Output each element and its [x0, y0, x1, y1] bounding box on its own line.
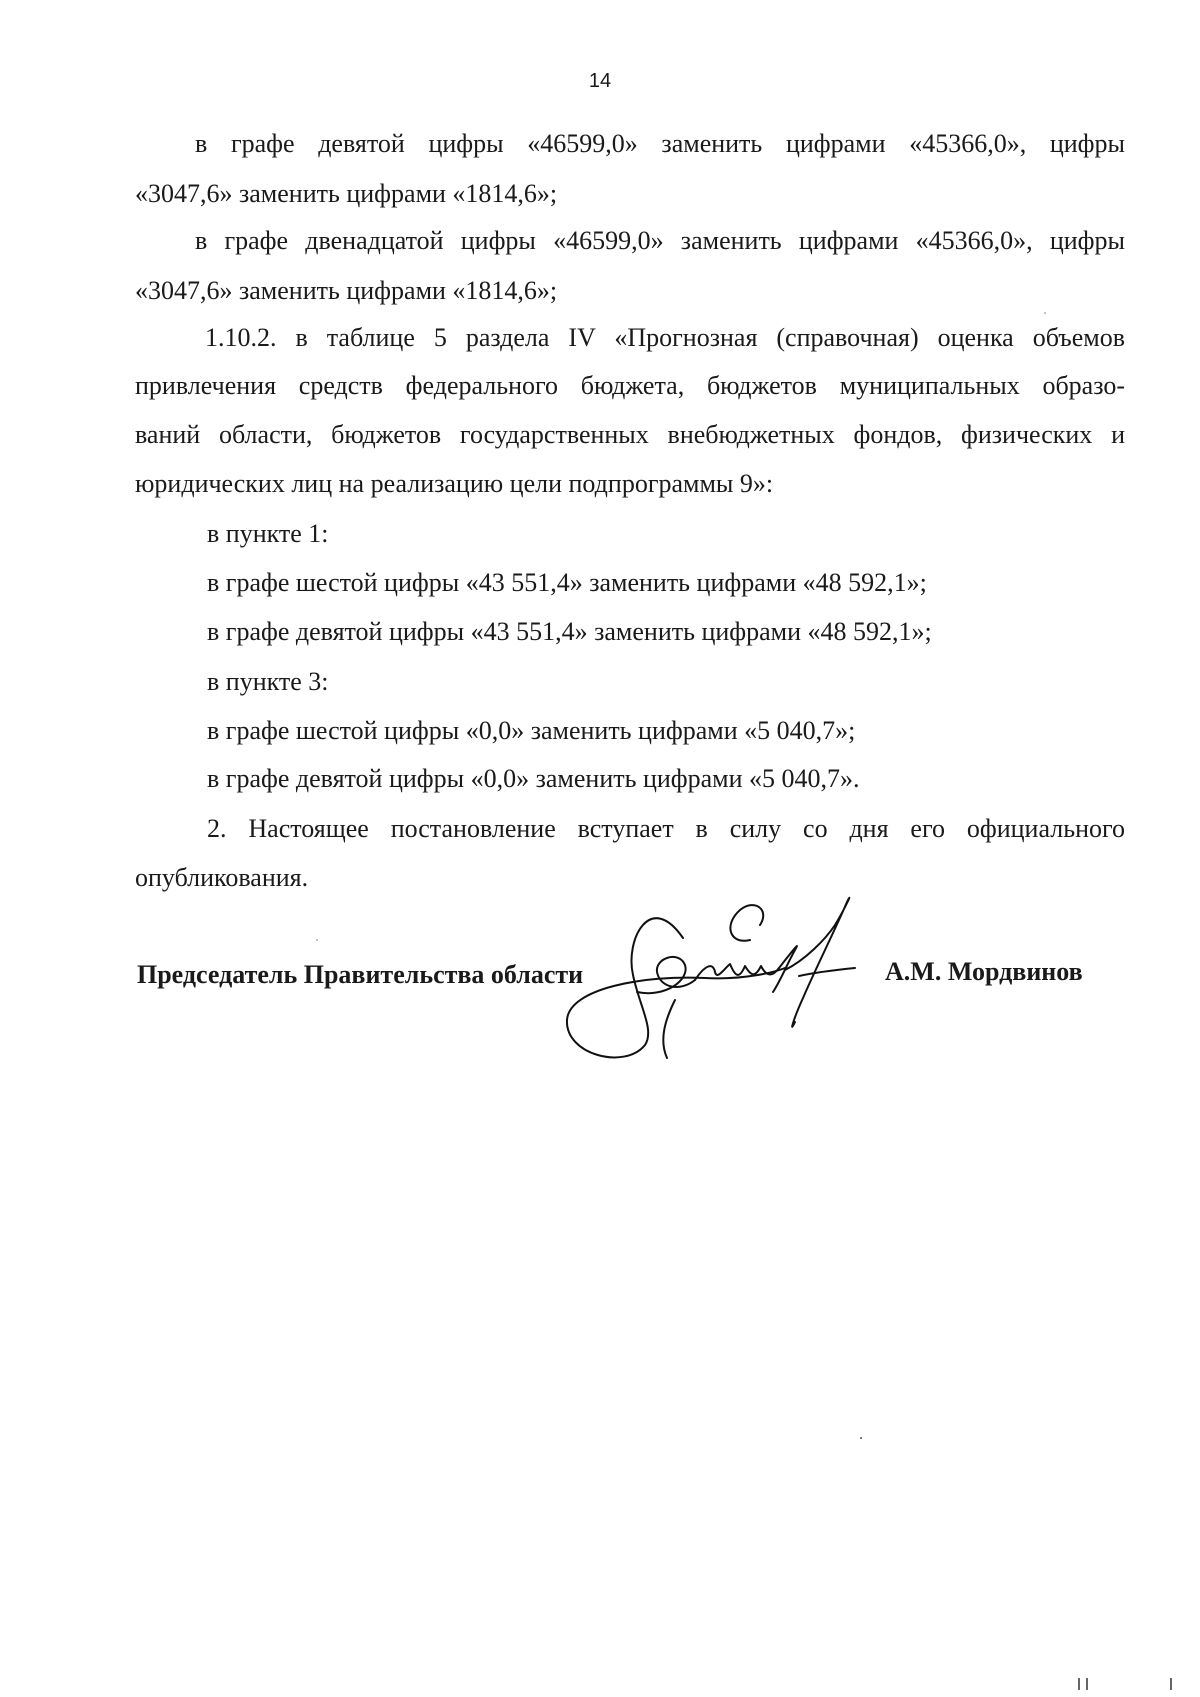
paragraph-3-line-4: юридических лиц на реализацию цели подпрограммы 9»: [135, 469, 774, 498]
paragraph-6: в графе девятой цифры «43 551,4» заменить цифрами «48 592,1»; [207, 617, 932, 646]
paragraph-5: в графе шестой цифры «43 551,4» заменить цифрами «48 592,1»; [207, 568, 927, 597]
paragraph-8: в графе шестой цифры «0,0» заменить цифрами «5 040,7»; [207, 716, 856, 745]
paragraph-2-line-1: в графе двенадцатой цифры «46599,0» заменить цифрами «45366,0», цифры [195, 226, 1125, 255]
signatory-title: Председатель Правительства области [137, 960, 584, 989]
paragraph-9: в графе девятой цифры «0,0» заменить цифрами «5 040,7». [207, 764, 860, 793]
paragraph-2-line-2: «3047,6» заменить цифрами «1814,6»; [135, 276, 558, 305]
paragraph-10-line-1: 2. Настоящее постановление вступает в силу со дня его официального [207, 814, 1125, 843]
paragraph-10-line-2: опубликования. [135, 863, 309, 892]
signatory-name: А.М. Мордвинов [885, 957, 1083, 986]
paragraph-3-line-2: привлечения средств федерального бюджета, бюджетов муниципальных образо- [135, 371, 1125, 400]
paragraph-3-line-1: 1.10.2. в таблице 5 раздела IV «Прогнозная (справочная) оценка объемов [205, 323, 1125, 352]
paragraph-4: в пункте 1: [207, 519, 329, 548]
paragraph-1-line-1: в графе девятой цифры «46599,0» заменить цифрами «45366,0», цифры [195, 129, 1125, 158]
paragraph-7: в пункте 3: [207, 667, 329, 696]
handwritten-signature [555, 880, 905, 1090]
paragraph-3-line-3: ваний области, бюджетов государственных внебюджетных фондов, физических и [135, 420, 1125, 449]
page-number: 14 [588, 70, 612, 92]
paragraph-1-line-2: «3047,6» заменить цифрами «1814,6»; [135, 179, 558, 208]
